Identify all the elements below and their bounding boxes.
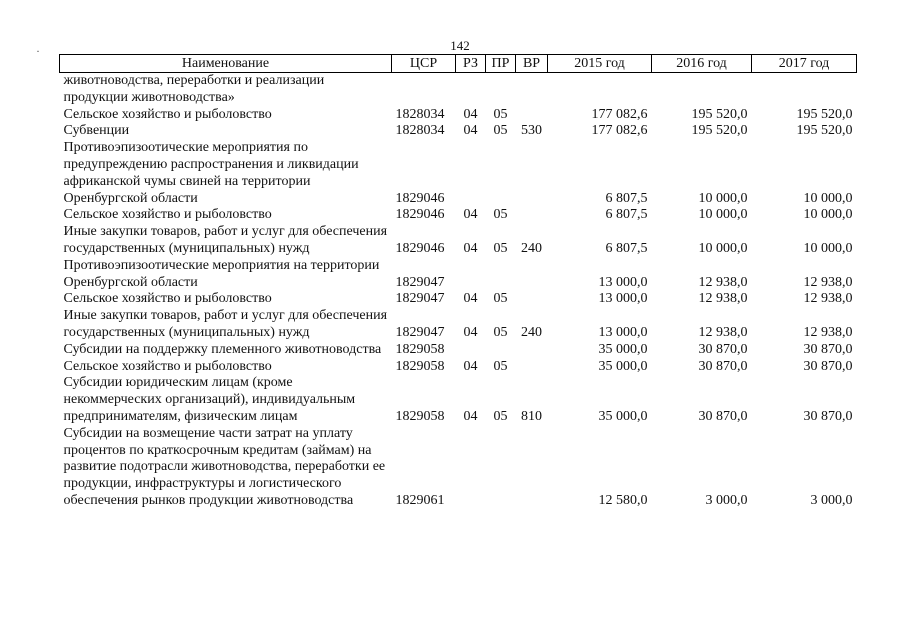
table-header-row [60, 55, 857, 73]
table-row [60, 375, 857, 425]
row-2017: 12 938,0 [803, 324, 853, 340]
row-2015: 35 000,0 [598, 358, 648, 374]
row-rz: 04 [463, 291, 478, 307]
row-2015: 12 580,0 [598, 492, 648, 508]
row-csr: 1829047 [395, 274, 445, 290]
table-row [60, 291, 857, 308]
row-name: Сельское хозяйство и рыболовство [63, 106, 272, 122]
table-row [60, 342, 857, 359]
row-2017: 3 000,0 [810, 492, 853, 508]
row-rz: 04 [463, 240, 478, 256]
row-vr [516, 73, 548, 107]
row-2016: 12 938,0 [698, 291, 748, 307]
row-vr [516, 342, 548, 359]
row-2015 [548, 73, 652, 107]
row-2016: 10 000,0 [698, 240, 748, 256]
row-rz: 04 [463, 408, 478, 424]
row-vr [516, 291, 548, 308]
row-rz: 04 [463, 106, 478, 122]
row-rz [456, 73, 486, 107]
row-2017: 10 000,0 [803, 240, 853, 256]
table-row [60, 308, 857, 342]
row-vr: 240 [521, 324, 542, 340]
row-name: Субсидии на возмещение части затрат на уплату процентов по краткосрочным кредитам (займам) на развитие подотрасли животноводства, переработки ее продукции, инфраструктуры и логистического обеспечения рынков продукции животноводства [63, 425, 386, 508]
table-body [60, 73, 857, 510]
table-row [60, 207, 857, 224]
row-csr: 1829047 [395, 324, 445, 340]
row-csr: 1829058 [395, 358, 445, 374]
row-name: животноводства, переработки и реализации продукции животноводства» [63, 73, 325, 105]
table-row [60, 359, 857, 376]
row-rz: 04 [463, 324, 478, 340]
row-2016: 12 938,0 [698, 274, 748, 290]
row-name: Сельское хозяйство и рыболовство [63, 358, 272, 374]
row-rz: 04 [463, 123, 478, 139]
row-pr: 05 [493, 106, 508, 122]
column-header-name: Наименование [60, 55, 392, 73]
row-csr: 1828034 [395, 106, 445, 122]
row-pr [486, 342, 516, 359]
row-2017: 12 938,0 [803, 274, 853, 290]
row-pr [486, 258, 516, 292]
row-vr [516, 359, 548, 376]
row-csr: 1828034 [395, 123, 445, 139]
row-2017: 195 520,0 [796, 123, 853, 139]
column-header-2016: 2016 год [652, 55, 752, 73]
row-2015: 177 082,6 [591, 123, 648, 139]
column-header-2017: 2017 год [752, 55, 857, 73]
row-vr [516, 207, 548, 224]
row-pr: 05 [493, 123, 508, 139]
row-rz: 04 [463, 358, 478, 374]
row-2016: 12 938,0 [698, 324, 748, 340]
row-2016 [652, 73, 752, 107]
row-2017: 30 870,0 [803, 408, 853, 424]
row-2015: 6 807,5 [605, 190, 648, 206]
row-2016: 3 000,0 [705, 492, 748, 508]
row-name: Сельское хозяйство и рыболовство [63, 291, 272, 307]
row-vr: 810 [521, 408, 542, 424]
row-2016: 10 000,0 [698, 190, 748, 206]
row-2017: 10 000,0 [803, 190, 853, 206]
row-name: Сельское хозяйство и рыболовство [63, 207, 272, 223]
row-2015: 6 807,5 [605, 207, 648, 223]
row-csr: 1829058 [395, 408, 445, 424]
row-pr [486, 140, 516, 207]
row-name: Субсидии юридическим лицам (кроме некоммерческих организаций), индивидуальным предпринимателям, физическим лицам [63, 375, 356, 424]
row-pr: 05 [493, 408, 508, 424]
row-csr: 1829058 [395, 341, 445, 357]
row-pr: 05 [493, 240, 508, 256]
table-row [60, 107, 857, 124]
row-2016: 30 870,0 [698, 358, 748, 374]
row-2016: 30 870,0 [698, 408, 748, 424]
page-number: 142 [450, 38, 470, 53]
table-row [60, 426, 857, 510]
table-row [60, 73, 857, 107]
row-name: Субсидии на поддержку племенного животноводства [63, 341, 382, 357]
row-vr [516, 107, 548, 124]
row-2015: 13 000,0 [598, 274, 648, 290]
row-rz [456, 342, 486, 359]
row-2017: 10 000,0 [803, 207, 853, 223]
row-name: Противоэпизоотические мероприятия по предупреждению распространения и ликвидации африканской чумы свиней на территории Оренбургской области [63, 140, 359, 206]
row-csr: 1829061 [395, 492, 445, 508]
row-2015: 35 000,0 [598, 408, 648, 424]
row-2017: 30 870,0 [803, 341, 853, 357]
column-header-rz: РЗ [456, 55, 486, 73]
row-2015: 177 082,6 [591, 106, 648, 122]
row-rz [456, 258, 486, 292]
row-pr: 05 [493, 324, 508, 340]
row-2015: 13 000,0 [598, 291, 648, 307]
row-2015: 13 000,0 [598, 324, 648, 340]
row-name: Иные закупки товаров, работ и услуг для обеспечения государственных (муниципальных) нужд [63, 308, 388, 340]
column-header-csr: ЦСР [392, 55, 456, 73]
row-name: Противоэпизоотические мероприятия на территории Оренбургской области [63, 257, 380, 290]
row-csr: 1829046 [395, 190, 445, 206]
row-2017: 195 520,0 [796, 106, 853, 122]
row-csr: 1829046 [395, 207, 445, 223]
row-csr [392, 73, 456, 107]
budget-table [59, 54, 857, 510]
row-rz [456, 140, 486, 207]
row-vr [516, 258, 548, 292]
row-pr: 05 [493, 291, 508, 307]
column-header-pr: ПР [486, 55, 516, 73]
row-vr [516, 426, 548, 510]
row-2016: 195 520,0 [691, 106, 748, 122]
row-2015: 35 000,0 [598, 341, 648, 357]
row-pr [486, 73, 516, 107]
row-pr [486, 426, 516, 510]
table-row [60, 258, 857, 292]
table-row [60, 224, 857, 258]
row-vr: 240 [521, 240, 542, 256]
row-rz: 04 [463, 207, 478, 223]
row-vr: 530 [521, 123, 542, 139]
row-name: Иные закупки товаров, работ и услуг для обеспечения государственных (муниципальных) нужд [63, 224, 388, 256]
margin-mark: · [36, 44, 40, 58]
row-pr: 05 [493, 358, 508, 374]
row-2017: 30 870,0 [803, 358, 853, 374]
row-name: Субвенции [63, 123, 130, 139]
table-row [60, 140, 857, 207]
row-csr: 1829047 [395, 291, 445, 307]
row-2017 [752, 73, 857, 107]
row-rz [456, 426, 486, 510]
row-2015: 6 807,5 [605, 240, 648, 256]
column-header-2015: 2015 год [548, 55, 652, 73]
row-2017: 12 938,0 [803, 291, 853, 307]
row-2016: 195 520,0 [691, 123, 748, 139]
row-2016: 30 870,0 [698, 341, 748, 357]
column-header-vr: ВР [516, 55, 548, 73]
row-2016: 10 000,0 [698, 207, 748, 223]
row-pr: 05 [493, 207, 508, 223]
table-row [60, 123, 857, 140]
row-csr: 1829046 [395, 240, 445, 256]
row-vr [516, 140, 548, 207]
